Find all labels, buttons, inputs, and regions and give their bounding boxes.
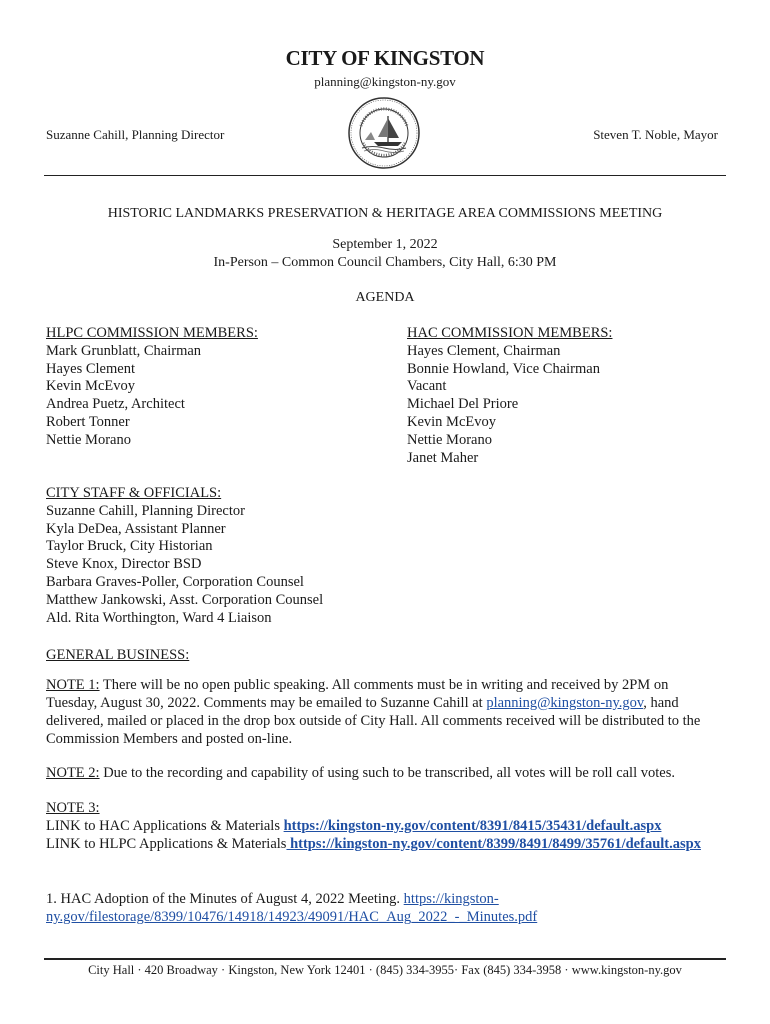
hlpc-member: Kevin McEvoy [46,378,135,395]
header-divider [44,175,726,176]
planning-email-link[interactable]: planning@kingston-ny.gov [486,695,644,711]
staff-member: Kyla DeDea, Assistant Planner [46,520,226,537]
hlpc-link-label: LINK to HLPC Applications & Materials [46,836,287,852]
hac-link-label: LINK to HAC Applications & Materials [46,818,284,834]
header-email[interactable]: planning@kingston-ny.gov [314,74,456,89]
hac-member: Kevin McEvoy [407,413,496,430]
hac-member: Nettie Morano [407,431,492,448]
hac-member: Vacant [407,378,447,395]
hlpc-member: Nettie Morano [46,431,131,448]
staff-member: Ald. Rita Worthington, Ward 4 Liaison [46,609,272,626]
hac-member: Janet Maher [407,449,479,466]
staff-member: Barbara Graves-Poller, Corporation Counsel [46,573,304,590]
hlpc-member: Robert Tonner [46,413,130,430]
agenda-item-1 [46,890,718,926]
mayor: Steven T. Noble, Mayor [593,127,718,142]
document-title: CITY OF KINGSTON [285,46,485,70]
footer-divider [44,958,726,960]
hac-materials-link[interactable]: https://kingston-ny.gov/content/8391/8415/35431/default.aspx [283,818,662,834]
hlpc-member: Hayes Clement [46,360,135,377]
note-2-label: NOTE 2: [46,765,100,781]
hlpc-materials-link[interactable]: https://kingston-ny.gov/content/8399/8491/8499/35761/default.aspx [286,836,701,852]
general-business-heading: GENERAL BUSINESS: [46,647,190,663]
meeting-date: September 1, 2022 [332,237,438,252]
staff-heading: CITY STAFF & OFFICIALS: [46,485,222,501]
hlpc-members [46,325,258,450]
note-1-label: NOTE 1: [46,677,100,693]
staff-member: Taylor Bruck, City Historian [46,538,213,555]
hac-member: Bonnie Howland, Vice Chairman [407,360,600,377]
note-1 [46,676,718,748]
note-3 [46,799,718,853]
hlpc-member: Mark Grunblatt, Chairman [46,342,202,359]
hac-member: Michael Del Priore [407,396,519,413]
note-2-text: Due to the recording and capability of using such to be transcribed, all votes will be roll call votes. [99,765,675,781]
note-1-text-continued: , hand delivered, mailed or placed in the drop box outside of City Hall. All comments received will be distributed to the Commission Members and posted on-line. [46,695,701,747]
city-seal-icon [347,96,421,170]
staff-member: Suzanne Cahill, Planning Director [46,502,245,519]
meeting-title: HISTORIC LANDMARKS PRESERVATION & HERITAGE AREA COMMISSIONS MEETING [107,206,663,221]
hlpc-member: Andrea Puetz, Architect [46,396,185,413]
hac-heading: HAC COMMISSION MEMBERS: [407,325,613,341]
hac-members [407,325,612,467]
hlpc-heading: HLPC COMMISSION MEMBERS: [46,325,258,341]
hac-member: Hayes Clement, Chairman [407,342,561,359]
planning-director: Suzanne Cahill, Planning Director [46,127,225,142]
staff-member: Steve Knox, Director BSD [46,556,202,573]
staff-member: Matthew Jankowski, Asst. Corporation Counsel [46,591,324,608]
note-2 [46,764,718,782]
agenda-heading: AGENDA [355,290,415,305]
note-3-label: NOTE 3: [46,800,100,816]
staff-list [46,485,323,627]
footer-contact: City Hall · 420 Broadway · Kingston, New York 12401 · (845) 334-3955· Fax (845) 334-3958 · www.kingston-ny.gov [88,963,682,977]
note-1-text: There will be no open public speaking. All comments must be in writing and received by 2PM on Tuesday, August 30, 2022. Comments may be emailed to Suzanne Cahill at [46,677,669,711]
minutes-link[interactable]: https://kingston-ny.gov/filestorage/8399/10476/14918/14923/49091/HAC_Aug_2022_-_Minutes.pdf [46,891,538,925]
agenda-item-1-text: 1. HAC Adoption of the Minutes of August 4, 2022 Meeting. [46,891,404,907]
meeting-location: In-Person – Common Council Chambers, City Hall, 6:30 PM [213,255,557,270]
